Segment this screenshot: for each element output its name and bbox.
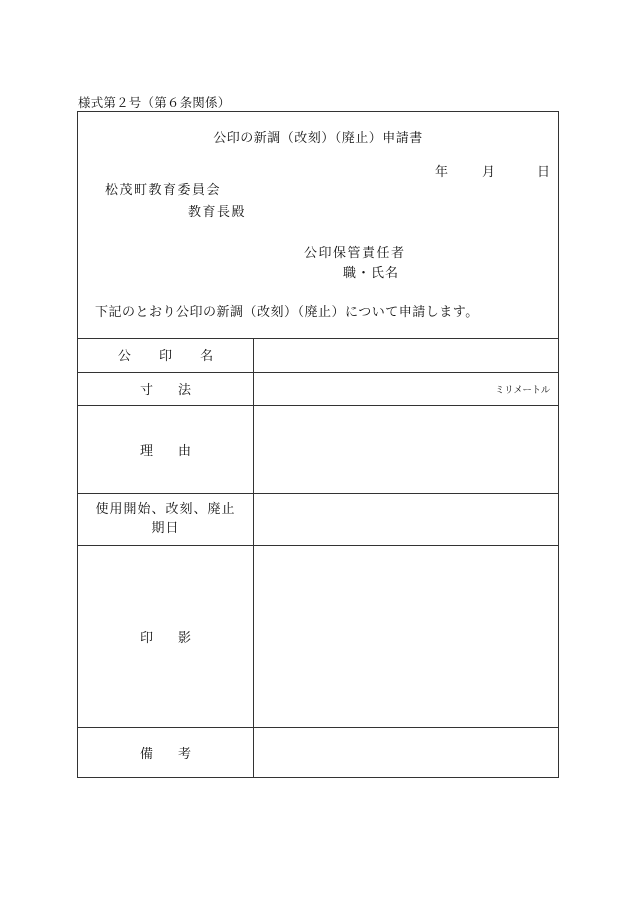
date-year-label: 年	[434, 165, 448, 180]
usage-date-label: 使用開始、改刻、廃止 期日	[78, 493, 254, 545]
applicant-role: 公印保管責任者	[304, 246, 406, 261]
usage-date-field[interactable]	[254, 493, 559, 545]
table-row	[78, 493, 558, 545]
reason-field[interactable]	[254, 405, 559, 493]
table-row	[78, 727, 558, 778]
date-line	[435, 161, 550, 180]
application-form	[77, 111, 559, 778]
remarks-field[interactable]	[254, 727, 559, 778]
date-day-label: 日	[536, 165, 550, 180]
reason-label: 理 由	[78, 405, 254, 493]
remarks-label: 備 考	[78, 727, 254, 778]
table-row	[78, 405, 558, 493]
seal-impression-field[interactable]	[254, 545, 559, 727]
document-title: 公印の新調（改刻）（廃止）申請書	[213, 131, 423, 146]
applicant-name-label: 職・氏名	[343, 266, 400, 281]
application-statement: 下記のとおり公印の新調（改刻）（廃止）について申請します。	[95, 305, 479, 320]
seal-impression-label: 印 影	[78, 545, 254, 727]
seal-name-field[interactable]	[254, 338, 559, 372]
dimensions-field[interactable]	[254, 372, 559, 405]
table-row	[78, 338, 558, 372]
addressee-title: 教育長殿	[188, 205, 247, 220]
table-row	[78, 372, 558, 405]
date-month-label: 月	[481, 165, 495, 180]
seal-name-label: 公 印 名	[78, 338, 254, 372]
fields-table	[78, 338, 558, 778]
dimensions-unit: ミリメートル	[494, 384, 550, 396]
form-header	[78, 112, 558, 339]
form-number: 様式第２号（第６条関係）	[78, 95, 231, 110]
table-row	[78, 545, 558, 727]
dimensions-label: 寸 法	[78, 372, 254, 405]
addressee: 松茂町教育委員会	[105, 183, 222, 198]
